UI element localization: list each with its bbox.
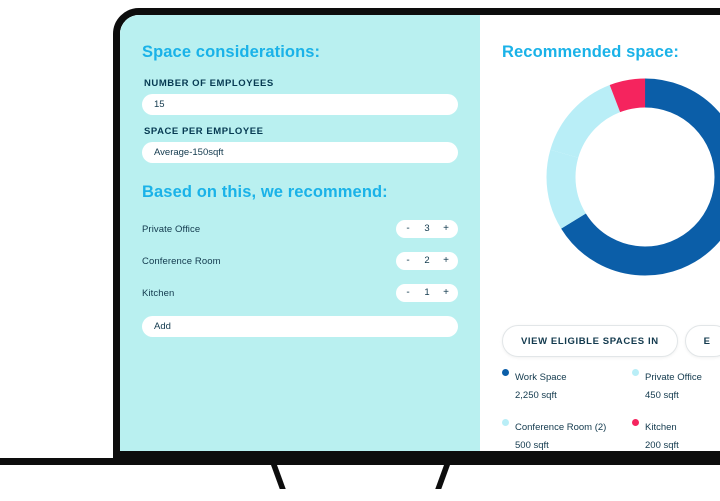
decrement-button[interactable]: - [406, 287, 410, 298]
recommended-space-title: Recommended space: [502, 43, 679, 61]
view-eligible-spaces-button[interactable]: VIEW ELIGIBLE SPACES IN [502, 325, 678, 357]
recommendations-heading: Based on this, we recommend: [142, 183, 388, 201]
legend-item-work-space [502, 367, 632, 403]
laptop-base [0, 458, 720, 472]
legend-dot-icon [632, 419, 639, 426]
quantity-value: 1 [424, 287, 430, 299]
legend-label: Private Office [645, 372, 702, 383]
legend-dot-icon [632, 369, 639, 376]
legend-label: Conference Room (2) [515, 422, 607, 433]
label-number-of-employees: NUMBER OF EMPLOYEES [144, 78, 274, 89]
legend-item-conference-room [502, 417, 632, 451]
secondary-action-button[interactable]: E [685, 325, 720, 357]
recommendation-label-private-office: Private Office [142, 223, 201, 235]
legend-label: Work Space [515, 372, 567, 383]
legend-value: 2,250 sqft [515, 390, 557, 401]
laptop-base-bar [0, 458, 720, 465]
increment-button[interactable]: + [443, 255, 449, 266]
quantity-stepper-private-office[interactable] [396, 220, 458, 238]
legend-value: 200 sqft [645, 440, 679, 451]
increment-button[interactable]: + [443, 287, 449, 298]
recommended-space-panel [480, 15, 720, 451]
legend-item-private-office [632, 367, 720, 403]
add-room-input[interactable] [142, 316, 458, 337]
recommendation-label-conference-room: Conference Room [142, 255, 221, 267]
quantity-stepper-kitchen[interactable] [396, 284, 458, 302]
increment-button[interactable]: + [443, 223, 449, 234]
recommendation-label-kitchen: Kitchen [142, 287, 175, 299]
legend-dot-icon [502, 419, 509, 426]
app-viewport [120, 15, 720, 451]
label-space-per-employee: SPACE PER EMPLOYEE [144, 126, 264, 137]
list-item [142, 284, 458, 302]
chart-legend [502, 367, 720, 451]
legend-dot-icon [502, 369, 509, 376]
space-considerations-panel [120, 15, 480, 451]
decrement-button[interactable]: - [406, 255, 410, 266]
legend-value: 500 sqft [515, 440, 549, 451]
legend-label: Kitchen [645, 422, 677, 433]
laptop-base-foot-right [435, 463, 450, 489]
donut-center [591, 123, 699, 231]
quantity-value: 2 [424, 255, 430, 267]
legend-item-kitchen [632, 417, 720, 451]
number-of-employees-input[interactable] [142, 94, 458, 115]
space-per-employee-input[interactable] [142, 142, 458, 163]
laptop-device [113, 8, 720, 458]
list-item [142, 252, 458, 270]
actions-row [502, 325, 720, 357]
legend-value: 450 sqft [645, 390, 679, 401]
quantity-value: 3 [424, 223, 430, 235]
donut-chart [546, 78, 720, 276]
list-item [142, 220, 458, 238]
quantity-stepper-conference-room[interactable] [396, 252, 458, 270]
laptop-base-foot-left [270, 463, 285, 489]
decrement-button[interactable]: - [406, 223, 410, 234]
page-title: Space considerations: [142, 43, 321, 61]
